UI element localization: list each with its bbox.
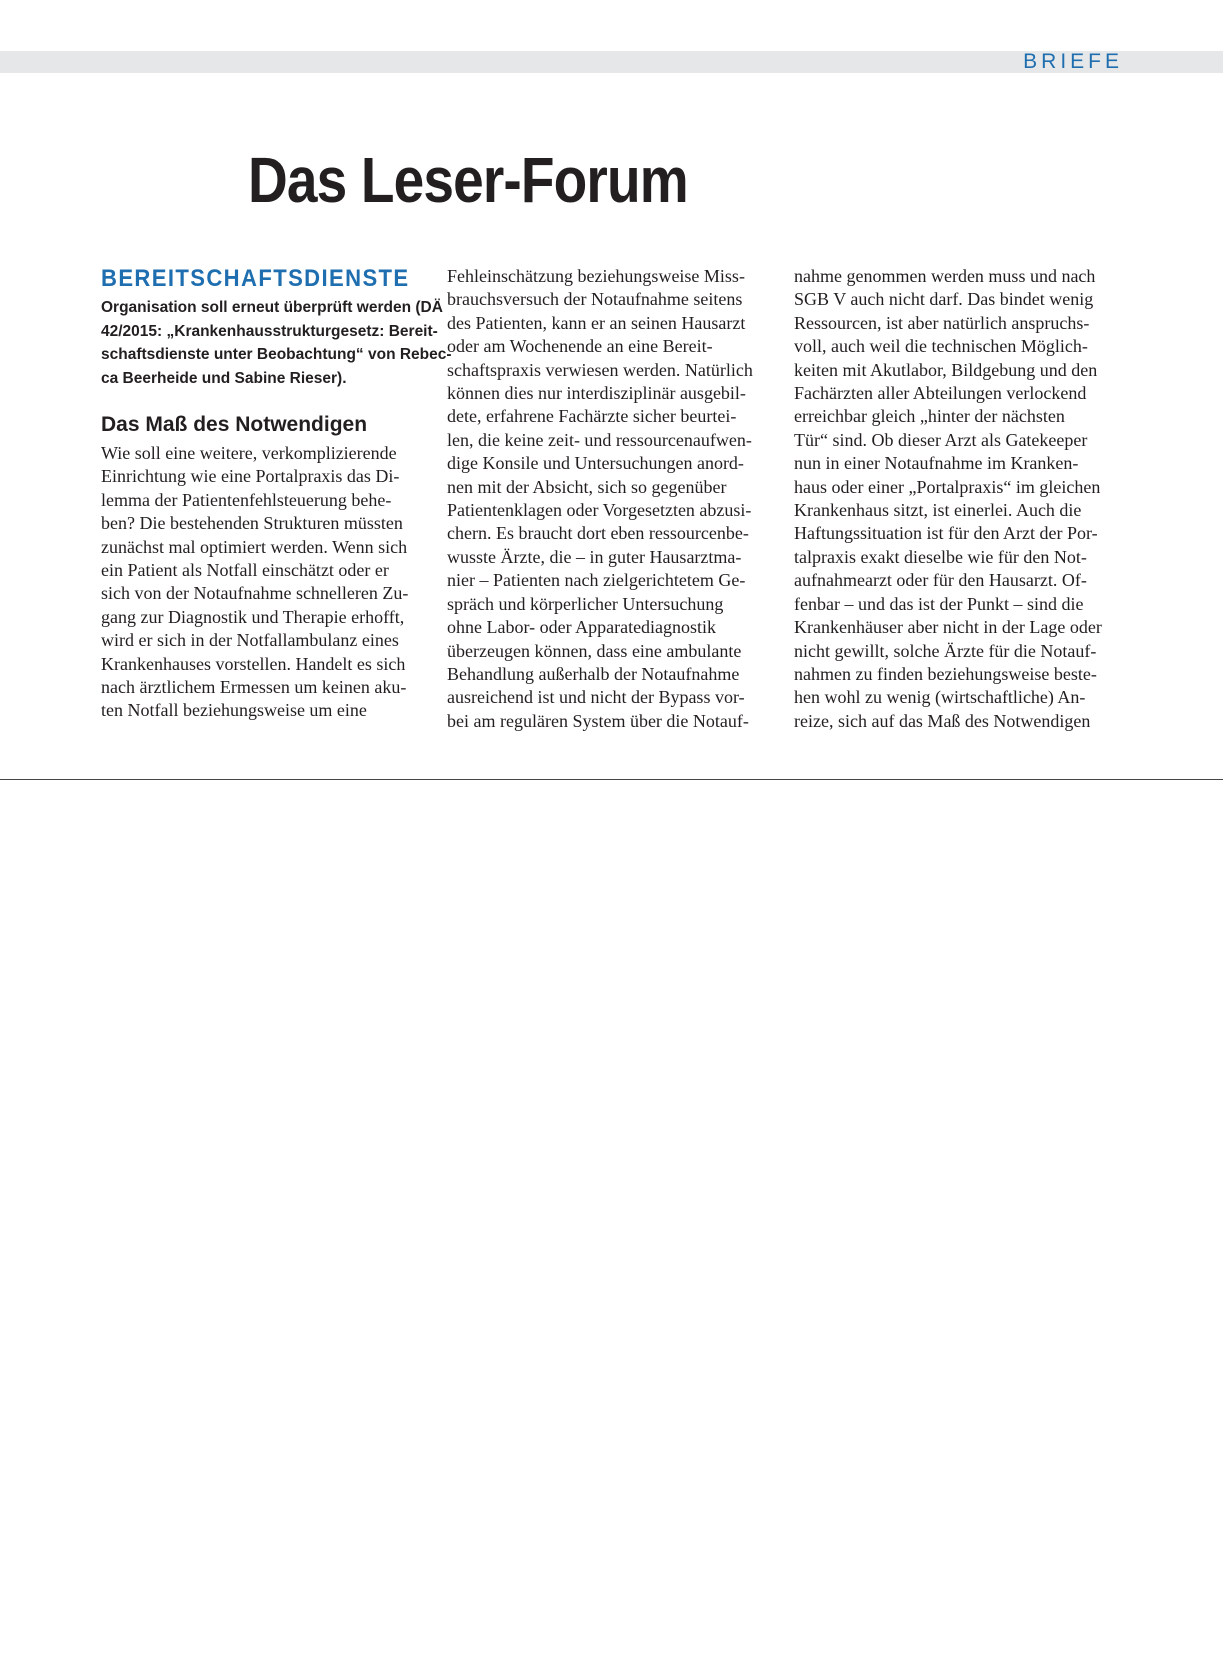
text-line: ben? Die bestehenden Strukturen müssten bbox=[101, 513, 403, 534]
text-line: Krankenhaus sitzt, ist einerlei. Auch die bbox=[794, 500, 1082, 521]
text-line: Krankenhauses vorstellen. Handelt es sich bbox=[101, 653, 406, 674]
section-label: BRIEFE bbox=[1023, 50, 1123, 73]
article-subhead: Das Maß des Notwendigen bbox=[101, 413, 368, 436]
article-column-2 bbox=[447, 265, 777, 733]
text-line: Haftungssituation ist für den Arzt der Por- bbox=[794, 523, 1098, 544]
text-line: nicht gewillt, solche Ärzte für die Notauf- bbox=[794, 640, 1097, 661]
text-line: dige Konsile und Untersuchungen anord- bbox=[447, 453, 744, 474]
text-line: Behandlung außerhalb der Notaufnahme bbox=[447, 663, 740, 684]
text-line: SGB V auch nicht darf. Das bindet wenig bbox=[794, 289, 1094, 310]
text-line: len, die keine zeit- und ressourcenaufwen- bbox=[447, 429, 752, 450]
text-line: ausreichend ist und nicht der Bypass vor- bbox=[447, 687, 745, 708]
lead-line: Organisation soll erneut überprüft werden (DÄ bbox=[101, 299, 443, 316]
lead-line: ca Beerheide und Sabine Rieser). bbox=[101, 369, 347, 387]
bottom-divider bbox=[0, 779, 1223, 780]
text-line: keiten mit Akutlabor, Bildgebung und den bbox=[794, 359, 1098, 380]
text-line: Fachärzten aller Abteilungen verlockend bbox=[794, 383, 1087, 404]
article-lead bbox=[101, 296, 452, 390]
article-kicker: BEREITSCHAFTSDIENSTE bbox=[101, 265, 410, 292]
text-line: wird er sich in der Notfallambulanz eines bbox=[101, 630, 399, 651]
text-line: schaftspraxis verwiesen werden. Natürlich bbox=[447, 359, 753, 380]
text-line: Tür“ sind. Ob dieser Arzt als Gatekeeper bbox=[794, 429, 1088, 450]
text-line: erreichbar gleich „hinter der nächsten bbox=[794, 406, 1065, 427]
text-line: hen wohl zu wenig (wirtschaftliche) An- bbox=[794, 687, 1086, 708]
text-line: oder am Wochenende an eine Bereit- bbox=[447, 336, 713, 357]
text-line: Wie soll eine weitere, verkomplizierende bbox=[101, 443, 397, 463]
text-line: talpraxis exakt dieselbe wie für den Not- bbox=[794, 546, 1087, 567]
text-line: aufnahmearzt oder für den Hausarzt. Of- bbox=[794, 570, 1087, 591]
text-line: wusste Ärzte, die – in guter Hausarztma- bbox=[447, 546, 742, 567]
body-text-column-3 bbox=[794, 265, 1124, 733]
text-line: nen mit der Absicht, sich so gegenüber bbox=[447, 476, 727, 497]
article-column-1 bbox=[101, 265, 452, 723]
text-line: sich von der Notaufnahme schnelleren Zu- bbox=[101, 583, 409, 604]
text-line: Patientenklagen oder Vorgesetzten abzusi- bbox=[447, 500, 752, 521]
body-text-column-2 bbox=[447, 265, 777, 733]
text-line: dete, erfahrene Fachärzte sicher beurtei- bbox=[447, 406, 737, 427]
page-title: Das Leser-Forum bbox=[248, 144, 688, 216]
text-line: gang zur Diagnostik und Therapie erhofft, bbox=[101, 606, 405, 627]
text-line: fenbar – und das ist der Punkt – sind die bbox=[794, 593, 1084, 614]
text-line: Einrichtung wie eine Portalpraxis das Di- bbox=[101, 466, 400, 487]
text-line: nach ärztlichem Ermessen um keinen aku- bbox=[101, 677, 407, 698]
text-line: haus oder einer „Portalpraxis“ im gleichen bbox=[794, 476, 1101, 497]
text-line: ten Notfall beziehungsweise um eine bbox=[101, 700, 367, 721]
lead-line: schaftsdienste unter Beobachtung“ von Rebec- bbox=[101, 346, 452, 363]
text-line: nahmen zu finden beziehungsweise beste- bbox=[794, 663, 1097, 684]
text-line: Krankenhäuser aber nicht in der Lage oder bbox=[794, 617, 1102, 638]
text-line: nun in einer Notaufnahme im Kranken- bbox=[794, 453, 1079, 474]
text-line: spräch und körperlicher Untersuchung bbox=[447, 593, 724, 614]
text-line: können dies nur interdisziplinär ausgebil- bbox=[447, 383, 746, 404]
text-line: lemma der Patientenfehlsteuerung behe- bbox=[101, 489, 392, 510]
text-line: Fehleinschätzung beziehungsweise Miss- bbox=[447, 266, 745, 286]
text-line: des Patienten, kann er an seinen Hausarzt bbox=[447, 312, 746, 333]
text-line: ein Patient als Notfall einschätzt oder er bbox=[101, 560, 389, 581]
text-line: überzeugen können, dass eine ambulante bbox=[447, 640, 742, 661]
body-text-column-1 bbox=[101, 442, 431, 723]
lead-line: 42/2015: „Krankenhausstrukturgesetz: Bereit- bbox=[101, 322, 438, 340]
text-line: zunächst mal optimiert werden. Wenn sich bbox=[101, 536, 408, 557]
text-line: bei am regulären System über die Notauf- bbox=[447, 710, 749, 731]
text-line: nier – Patienten nach zielgerichtetem Ge- bbox=[447, 570, 746, 591]
text-line: reize, sich auf das Maß des Notwendigen bbox=[794, 710, 1091, 731]
text-line: voll, auch weil die technischen Möglich- bbox=[794, 336, 1088, 357]
text-line: nahme genommen werden muss und nach bbox=[794, 266, 1096, 286]
text-line: brauchsversuch der Notaufnahme seitens bbox=[447, 289, 743, 310]
text-line: Ressourcen, ist aber natürlich anspruchs- bbox=[794, 312, 1090, 333]
text-line: chern. Es braucht dort eben ressourcenbe- bbox=[447, 523, 749, 544]
article-column-3 bbox=[794, 265, 1124, 733]
text-line: ohne Labor- oder Apparatediagnostik bbox=[447, 617, 717, 638]
